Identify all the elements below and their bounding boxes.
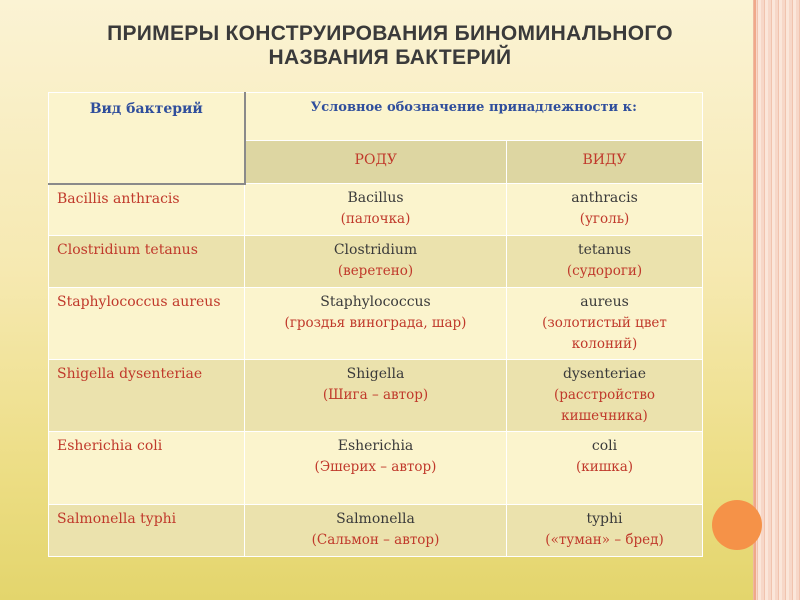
title-line-2: НАЗВАНИЯ БАКТЕРИЙ xyxy=(268,46,512,69)
bacteria-naming-table xyxy=(48,92,703,557)
epithet-cell xyxy=(507,432,703,505)
species-cell xyxy=(49,360,245,432)
genus-cell xyxy=(245,184,507,236)
epithet-cell xyxy=(507,288,703,360)
epithet-note: (расстройство кишечника) xyxy=(553,387,656,424)
epithet-cell xyxy=(507,236,703,288)
table-row xyxy=(49,288,703,360)
table-row xyxy=(49,432,703,505)
epithet-name: coli xyxy=(591,438,618,454)
species-cell xyxy=(49,288,245,360)
epithet-note: (кишка) xyxy=(576,459,634,475)
genus-name: Bacillus xyxy=(347,190,404,206)
page-title xyxy=(40,22,740,70)
epithet-column-header: ВИДУ xyxy=(507,141,703,184)
title-line-1: ПРИМЕРЫ КОНСТРУИРОВАНИЯ БИНОМИНАЛЬНОГО xyxy=(107,22,673,45)
decorative-stripes xyxy=(753,0,800,600)
table-row xyxy=(49,184,703,236)
genus-name: Salmonella xyxy=(336,511,415,527)
table-row xyxy=(49,505,703,557)
epithet-note: (золотистый цвет колоний) xyxy=(542,315,667,352)
genus-name: Esherichia xyxy=(337,438,414,454)
genus-cell xyxy=(245,432,507,505)
species-name: Esherichia coli xyxy=(57,438,163,454)
species-name: Staphylococcus aureus xyxy=(57,294,221,310)
epithet-cell xyxy=(507,360,703,432)
species-cell xyxy=(49,432,245,505)
genus-name: Staphylococcus xyxy=(320,294,431,310)
epithet-name: dysenteriae xyxy=(562,366,647,382)
epithet-name: tetanus xyxy=(577,242,632,258)
genus-note: (палочка) xyxy=(340,211,411,227)
genus-cell xyxy=(245,360,507,432)
species-cell xyxy=(49,184,245,236)
epithet-note: (уголь) xyxy=(579,211,630,227)
epithet-name: anthracis xyxy=(571,190,638,206)
epithet-cell xyxy=(507,184,703,236)
species-name: Bacillis anthracis xyxy=(57,190,180,207)
species-cell xyxy=(49,505,245,557)
species-name: Salmonella typhi xyxy=(57,511,177,527)
genus-name: Shigella xyxy=(346,366,405,382)
epithet-name: typhi xyxy=(586,511,623,527)
orange-circle-decoration xyxy=(712,500,762,550)
species-cell xyxy=(49,236,245,288)
genus-cell xyxy=(245,288,507,360)
genus-note: (Сальмон – автор) xyxy=(311,532,440,548)
genus-cell xyxy=(245,505,507,557)
species-name: Shigella dysenteriae xyxy=(57,366,203,382)
epithet-cell xyxy=(507,505,703,557)
genus-column-header: РОДУ xyxy=(245,141,507,184)
genus-note: (Шига – автор) xyxy=(322,387,429,403)
table-row xyxy=(49,360,703,432)
genus-note: (веретено) xyxy=(337,263,414,279)
genus-note: (Эшерих – автор) xyxy=(314,459,437,475)
table-row xyxy=(49,236,703,288)
genus-cell xyxy=(245,236,507,288)
genus-name: Clostridium xyxy=(333,242,418,258)
genus-note: (гроздья винограда, шар) xyxy=(284,315,467,331)
species-column-header: Вид бактерий xyxy=(49,93,245,184)
species-name: Clostridium tetanus xyxy=(57,242,198,258)
designation-group-header: Условное обозначение принадлежности к: xyxy=(245,93,703,141)
epithet-name: aureus xyxy=(580,294,629,310)
epithet-note: (судороги) xyxy=(566,263,643,279)
epithet-note: («туман» – бред) xyxy=(545,532,664,548)
